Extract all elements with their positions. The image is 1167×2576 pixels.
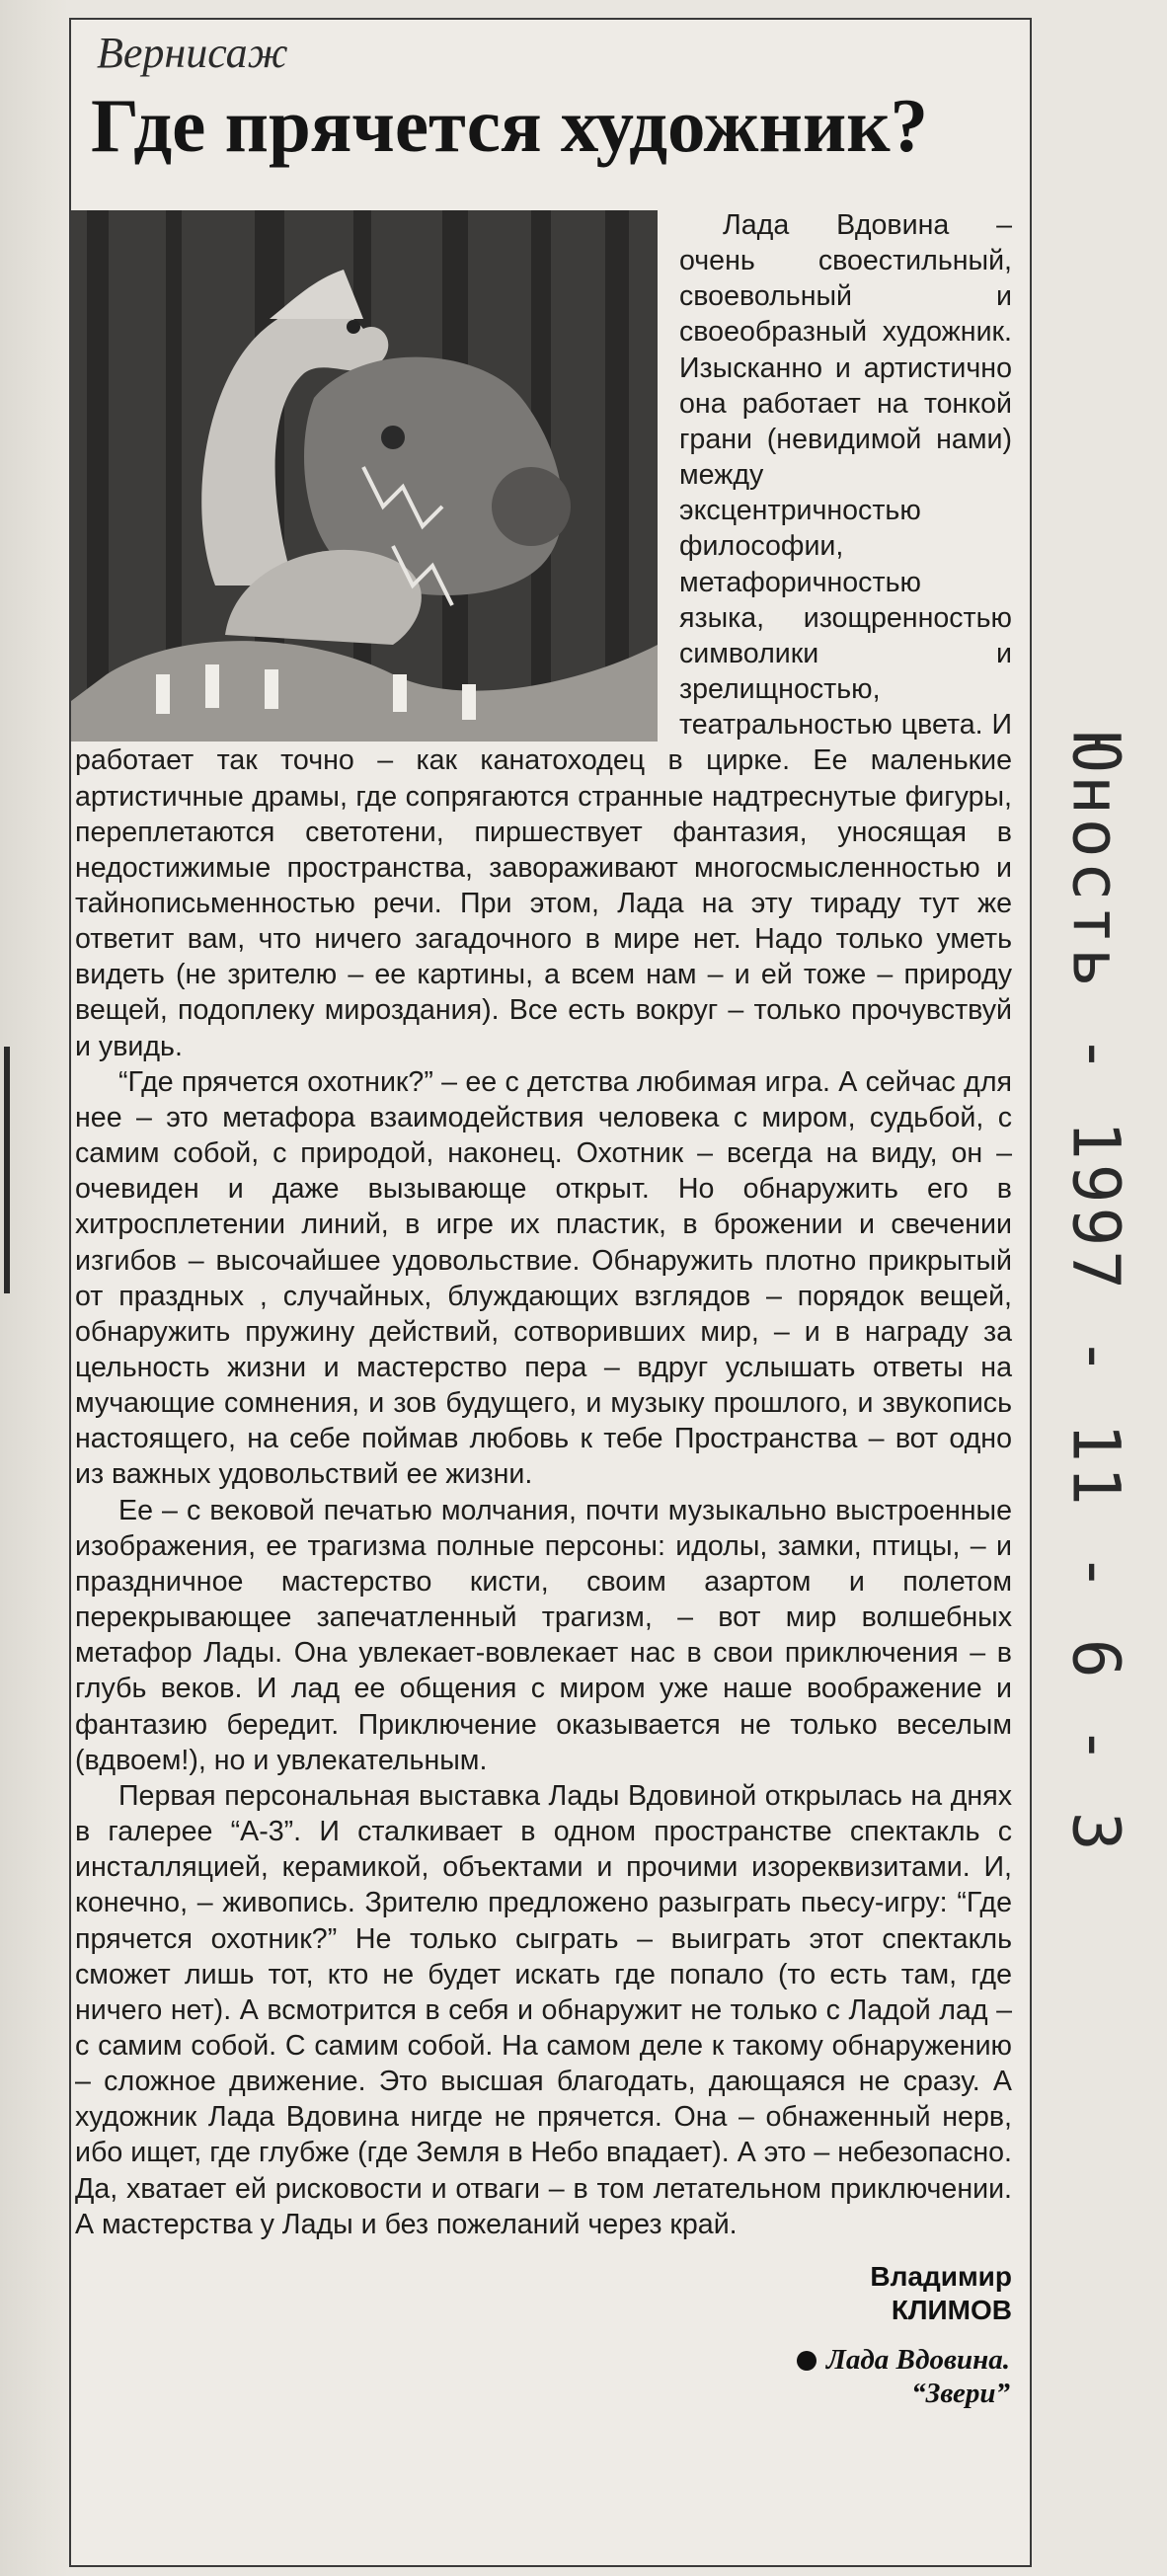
byline-last-name: КЛИМОВ xyxy=(891,2294,1012,2325)
byline xyxy=(71,2260,1012,2327)
paragraph-3: Ее – с вековой печатью молчания, почти музыкально выстроенные изображения, ее трагизма полные персоны: идолы, замки, птицы, – и праздничное мастерство кисти, своим азартом и полетом перекрывающее запечатленный трагизм, – вот мир волшебных метафор Лады. Она увлекает-вовлекает нас в свои приключения – в глубь веков. И лад ее общения с миром уже наше воображение и фантазию бередит. Приключение оказывается не только веселым (вдвоем!), но и увлекательным. xyxy=(75,1494,1012,1776)
handwritten-annotation: Юность - 1997 - 11 - 6 - 3 xyxy=(1057,732,1134,1855)
rubric: Вернисаж xyxy=(97,29,288,77)
artwork-photo xyxy=(71,210,658,742)
byline-first-name: Владимир xyxy=(870,2260,1012,2292)
paragraph-1: Лада Вдовина – очень своестильный, своевольный и своеобразный художник. Изысканно и артистично она работает на тонкой грани (невидимой нами) между эксцентричностью философии, метафоричностью языка, изощренностью символики и зрелищностью, театральностью цвета. И работает так точно – как канатоходец в цирке. Ее маленькие артистичные драмы, где сопрягаются странные надтреснутые фигуры, переплетаются светотени, пиршествует фантазия, уносящая в недостижимые пространства, завораживают многосмысленностью и тайнописьменностью речи. При этом, Лада на эту тираду тут же ответит вам, что ничего загадочного в мире нет. Надо только уметь видеть (не зрителю – ее картины, а всем нам – и ей тоже – природу вещей, подоплеку мироздания). Все есть вокруг – только прочувствуй и увидь. xyxy=(75,209,1012,1062)
artwork-beasts-image xyxy=(71,210,658,742)
paragraph-2: “Где прячется охотник?” – ее с детства любимая игра. А сейчас для нее – это метафора взаимодействия человека с миром, судьбой, с самим собой, с природой, наконец. Охотник – всегда на виду, он – очевиден и даже вызывающе открыт. Но обнаружить его в хитросплетении линий, в игре их пластик, в брожении и свечении изгибов – высочайшее удовольствие. Обнаружить плотно прикрытый от праздных , случайных, блуждающих взглядов – порядок вещей, обнаружить пружину действий, сотворивших мир, – и в награду за цельность жизни и мастерство пера – вдруг услышать ответы на мучающие сомнения, и зов будущего, и музыку прошлого, и звукопись настоящего, на себе поймав любовь к тебе Пространства – вот одно из важных удовольствий ее жизни. xyxy=(75,1065,1012,1491)
paragraph-4: Первая персональная выставка Лады Вдовиной открылась на днях в галерее “А-3”. И сталкивает в одном пространстве спектакль с инсталляцией, керамикой, объектами и прочими изореквизитами. И, конечно, – живопись. Зрителю предложено разыграть пьесу-игру: “Где прячется охотник?” Не только сыграть – выиграть этот спектакль сможет лишь тот, кто не будет искать где попало (то есть там, где ничего нет). А всмотрится в себя и обнаружит не только с Ладой лад – с самим собой. С самим собой. На самом деле к такому обнаружению – сложное движение. Это высшая благодать, дающаяся не сразу. А художник Лада Вдовина нигде не прячется. Она – обнаженный нерв, ибо ищет, где глубже (где Земля в Небо впадает). А это – небезопасно. Да, хватает ей рисковости и отваги – в том летательном приключении. А мастерства у Лады и без пожеланий через край. xyxy=(75,1779,1012,2240)
caption-title: “Звери” xyxy=(911,2377,1010,2409)
caption-bullet-icon xyxy=(797,2351,817,2371)
neighbor-column-rule xyxy=(4,1047,10,1293)
scan-margin xyxy=(0,0,69,2576)
headline: Где прячется художник? xyxy=(91,83,929,168)
photo-caption xyxy=(71,2343,1010,2410)
caption-artist: Лада Вдовина. xyxy=(825,2343,1010,2376)
newspaper-clipping xyxy=(69,18,1032,2567)
article-body xyxy=(71,207,1024,2557)
